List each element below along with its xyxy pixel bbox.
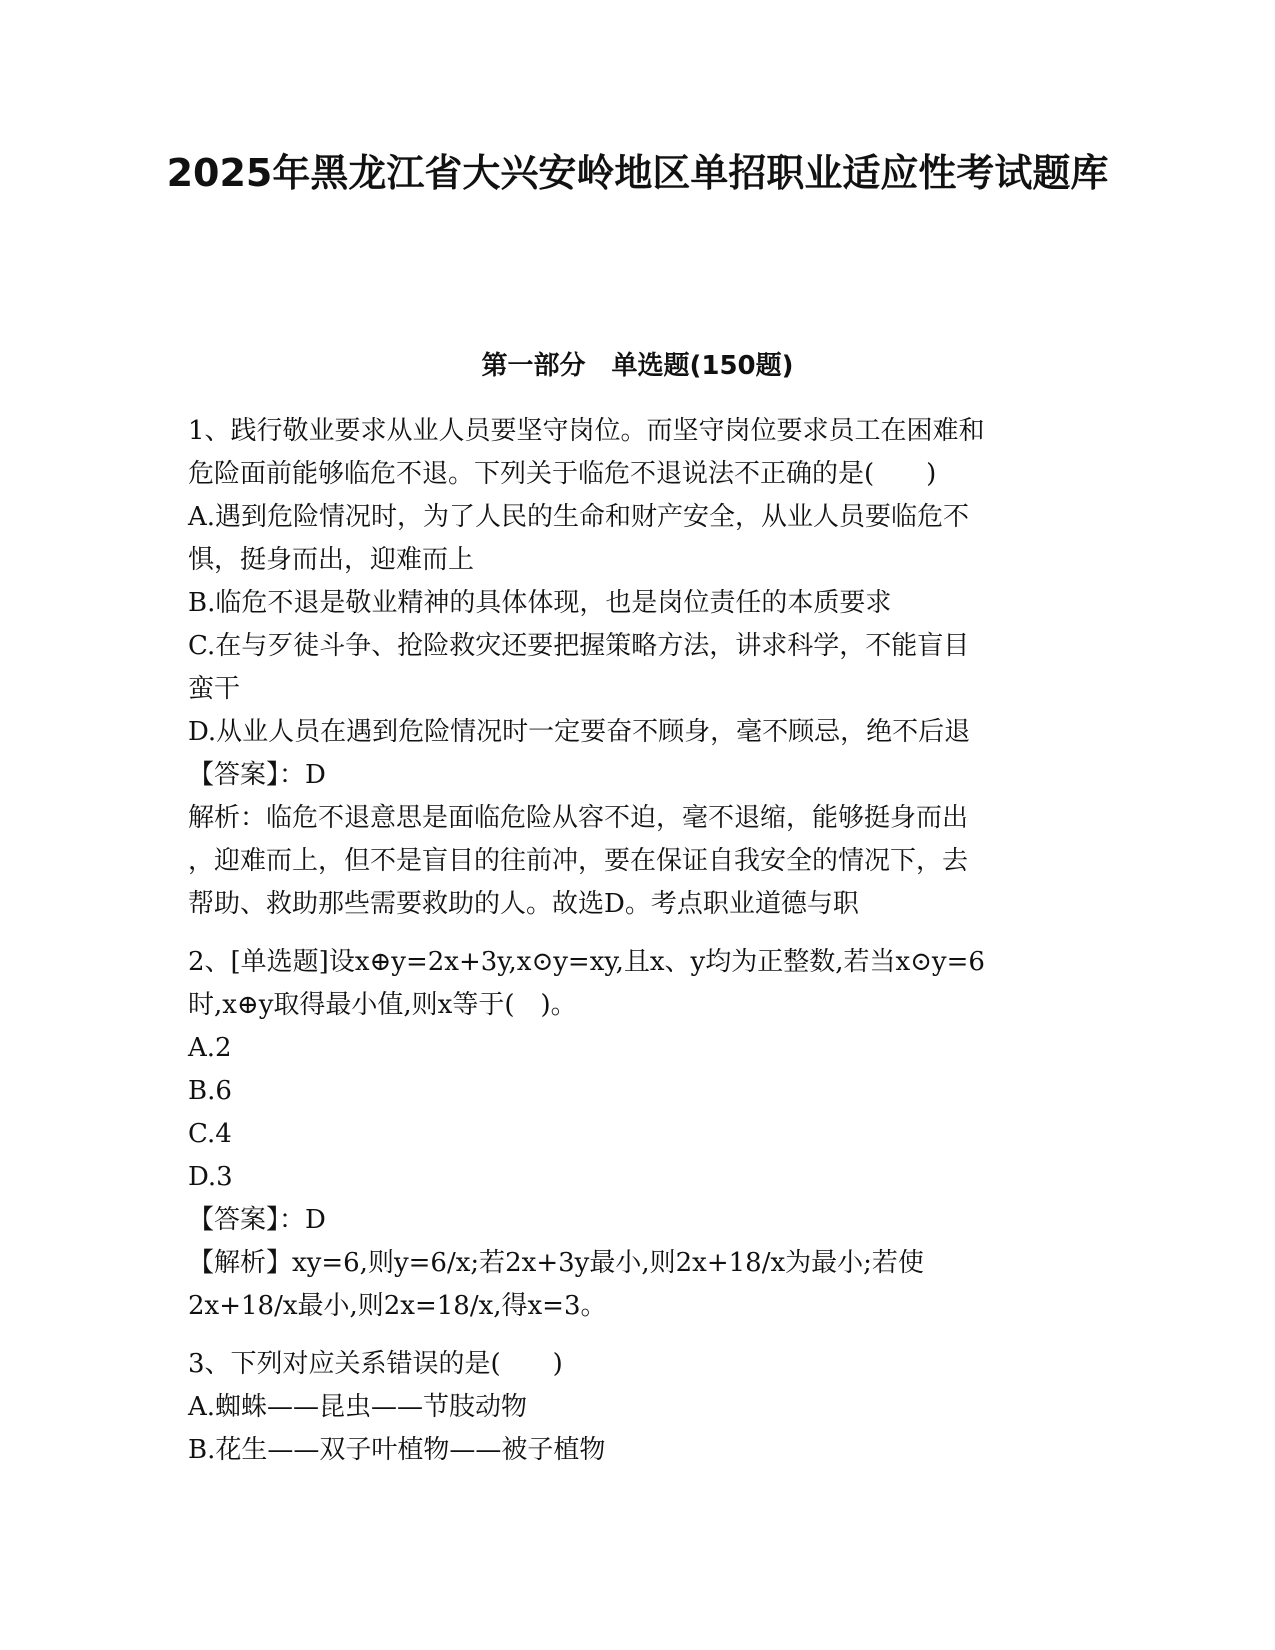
question-2-stem-line-1: 2、[单选题]设x⊕y=2x+3y,x⊙y=xy,且x、y均为正整数,若当x⊙y=6: [188, 947, 985, 977]
question-3-stem: 3、下列对应关系错误的是( ): [188, 1349, 563, 1379]
question-1-option-c-line-2: 蛮干: [188, 674, 241, 704]
question-list: [188, 410, 1088, 1472]
question-3-option-a: A.蜘蛛——昆虫——节肢动物: [188, 1392, 528, 1422]
question-1-option-b: B.临危不退是敬业精神的具体体现，也是岗位责任的本质要求: [188, 588, 892, 618]
question-2-answer: 【答案】：D: [188, 1205, 326, 1235]
question-1-answer: 【答案】：D: [188, 760, 326, 790]
question-2-analysis-line-2: 2x+18/x最小,则2x=18/x,得x=3。: [188, 1291, 607, 1321]
question-1-stem-line-2: 危险面前能够临危不退。下列关于临危不退说法不正确的是( ): [188, 459, 937, 489]
section-heading: 第一部分 单选题(150题): [481, 351, 794, 381]
question-1-analysis-line-1: 解析：临危不退意思是面临危险从容不迫，毫不退缩，能够挺身而出: [188, 803, 969, 833]
question-1-option-a-line-2: 惧，挺身而出，迎难而上: [188, 545, 475, 575]
question-1-option-a-line-1: A.遇到危险情况时，为了人民的生命和财产安全，从业人员要临危不: [188, 502, 970, 532]
question-3-option-b: B.花生——双子叶植物——被子植物: [188, 1435, 606, 1465]
question-1: [188, 410, 1088, 926]
question-2-option-d: D.3: [188, 1162, 233, 1192]
question-2-option-b: B.6: [188, 1076, 232, 1106]
question-spacer: [188, 1328, 1088, 1343]
question-2-option-c: C.4: [188, 1119, 232, 1149]
question-spacer: [188, 926, 1088, 941]
question-3: [188, 1343, 1088, 1472]
question-2-analysis-line-1: 【解析】xy=6,则y=6/x;若2x+3y最小,则2x+18/x为最小;若使: [188, 1248, 924, 1278]
question-2-stem-line-2: 时,x⊕y取得最小值,则x等于( )。: [188, 990, 577, 1020]
document-title: 2025年黑龙江省大兴安岭地区单招职业适应性考试题库: [166, 151, 1109, 195]
question-1-stem-line-1: 1、践行敬业要求从业人员要坚守岗位。而坚守岗位要求员工在困难和: [188, 416, 985, 446]
question-1-analysis-line-2: ，迎难而上，但不是盲目的往前冲，要在保证自我安全的情况下，去: [188, 846, 969, 876]
question-2: [188, 941, 1088, 1328]
question-2-option-a: A.2: [188, 1033, 232, 1063]
question-1-option-c-line-1: C.在与歹徒斗争、抢险救灾还要把握策略方法，讲求科学，不能盲目: [188, 631, 970, 661]
question-1-option-d: D.从业人员在遇到危险情况时一定要奋不顾身，毫不顾忌，绝不后退: [188, 717, 971, 747]
question-1-analysis-line-3: 帮助、救助那些需要救助的人。故选D。考点职业道德与职: [188, 889, 859, 919]
